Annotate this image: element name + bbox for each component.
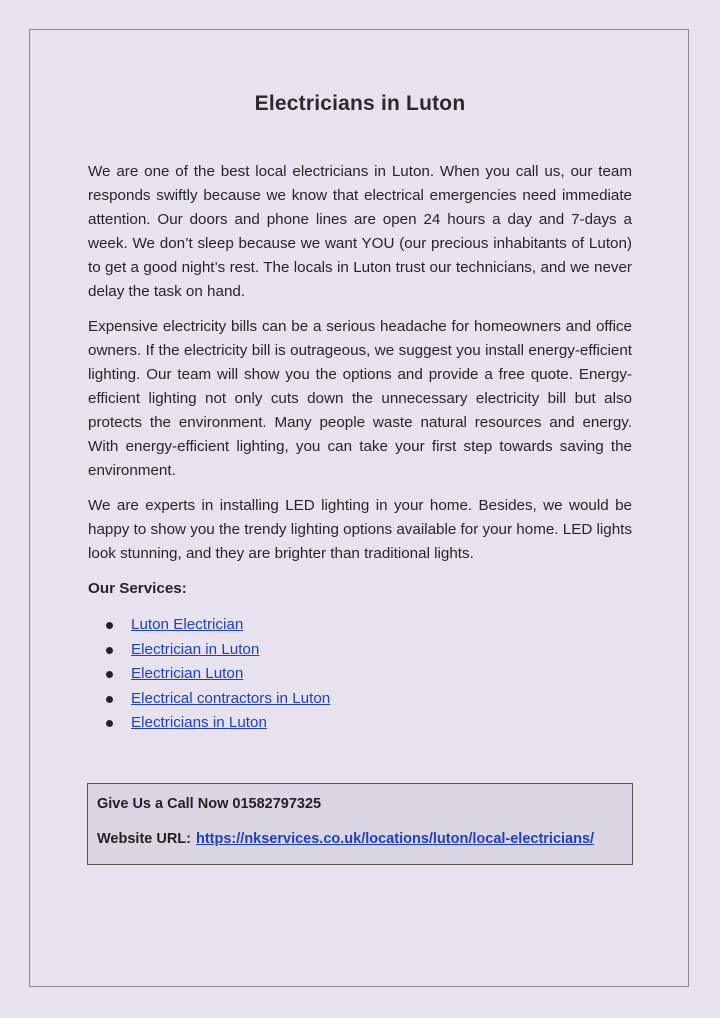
services-list [88, 613, 632, 736]
paragraph-led: We are experts in installing LED lighting in your home. Besides, we would be happy to show you the trendy lighting options available for your home. LED lights look stunning, and they are brighter than traditional lights. [88, 497, 632, 562]
list-item [88, 613, 632, 638]
page-title: Electricians in Luton [254, 92, 466, 115]
bullet-icon [106, 647, 113, 654]
website-line [97, 827, 623, 851]
list-item [88, 662, 632, 687]
list-item [88, 638, 632, 663]
call-line: Give Us a Call Now 01582797325 [97, 796, 322, 812]
service-link-electrician-luton[interactable]: Electrician Luton [131, 665, 244, 683]
service-link-electrician-in-luton[interactable]: Electrician in Luton [131, 640, 260, 658]
service-link-electricians-in-luton[interactable]: Electricians in Luton [131, 714, 267, 732]
bullet-icon [106, 622, 113, 629]
services-heading: Our Services: [88, 580, 187, 597]
service-link-luton-electrician[interactable]: Luton Electrician [131, 616, 244, 633]
bullet-icon [106, 720, 113, 727]
list-item [88, 687, 632, 712]
list-item [88, 711, 632, 736]
bullet-icon [106, 671, 113, 678]
paragraph-energy: Expensive electricity bills can be a serious headache for homeowners and office owners. If the electricity bill is outrageous, we suggest you install energy-efficient lighting. Our team will show you the options and provide a free quote. Energy-efficient lighting not only cuts down the unnecessary electricity bill but also protects the environment. Many people waste natural resources and energy. With energy-efficient lighting, you can take your first step towards saving the environment. [88, 318, 632, 479]
article-body [88, 160, 632, 736]
website-link[interactable]: https://nkservices.co.uk/locations/luton/local-electricians/ [196, 831, 595, 847]
service-link-electrical-contractors[interactable]: Electrical contractors in Luton [131, 689, 331, 707]
website-label: Website URL: [97, 831, 191, 847]
contact-box [87, 783, 633, 865]
bullet-icon [106, 696, 113, 703]
paragraph-intro: We are one of the best local electricians in Luton. When you call us, our team responds swiftly because we know that electrical emergencies need immediate attention. Our doors and phone lines are open 24 hours a day and 7-days a week. We don’t sleep because we want YOU (our precious inhabitants of Luton) to get a good night’s rest. The locals in Luton trust our technicians, and we never delay the task on hand. [88, 163, 632, 300]
